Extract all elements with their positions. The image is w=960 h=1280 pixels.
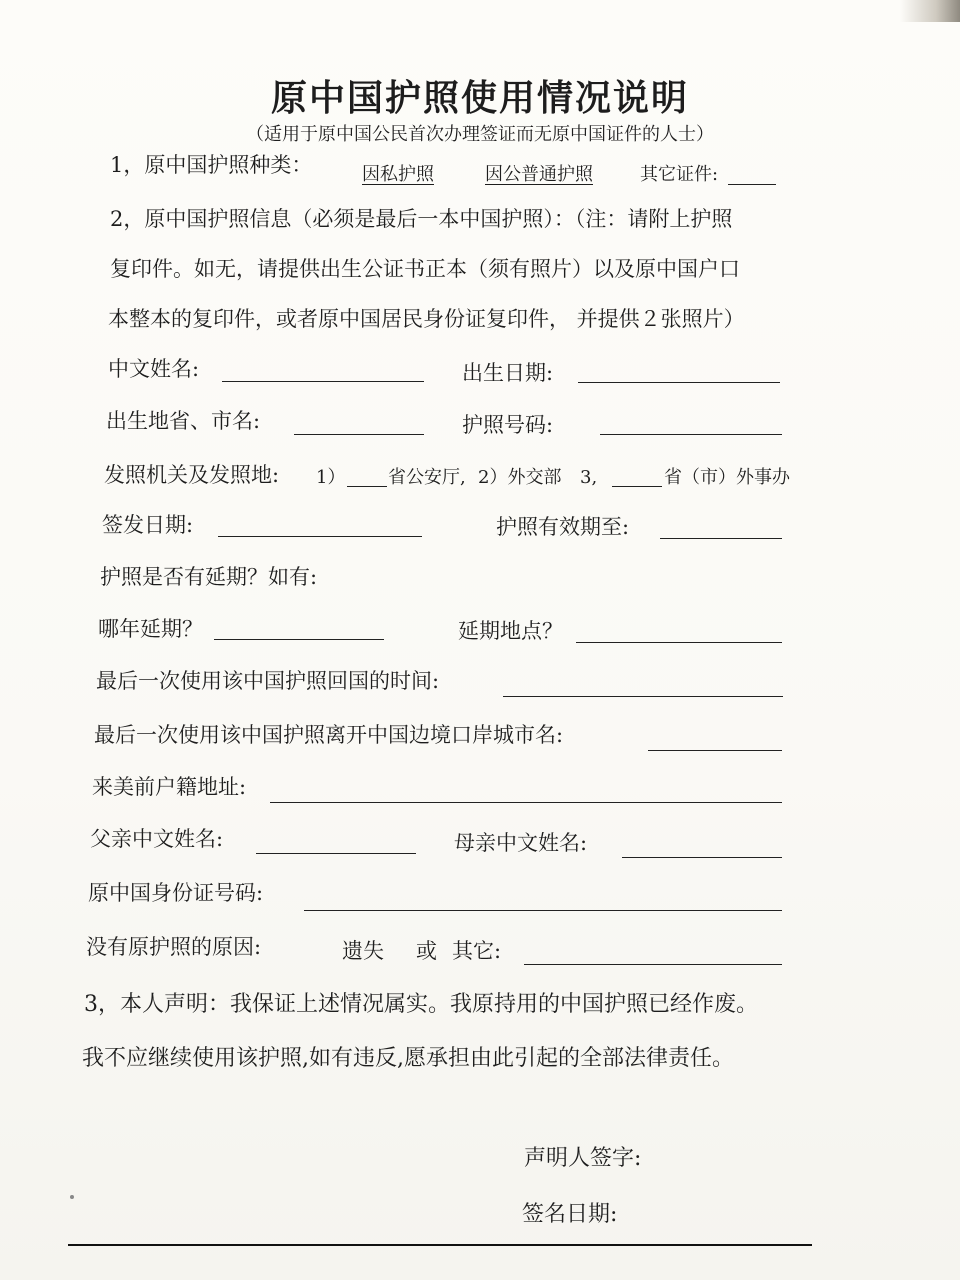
issuing-city-blank[interactable]: [612, 486, 662, 487]
reason-other-label: 其它:: [452, 939, 502, 963]
last-exit-city-blank[interactable]: [648, 750, 782, 751]
signer-label: 声明人签字:: [524, 1146, 642, 1171]
page-subtitle: （适用于原中国公民首次办理签证而无原中国证件的人士）: [246, 124, 714, 145]
chinese-name-blank[interactable]: [222, 381, 424, 382]
bottom-rule: [68, 1244, 812, 1246]
issuing-province-blank[interactable]: [347, 486, 387, 487]
birth-date-blank[interactable]: [578, 382, 780, 383]
extension-question: 护照是否有延期？如有:: [100, 565, 318, 589]
last-return-label: 最后一次使用该中国护照回国的时间:: [96, 669, 440, 693]
father-name-blank[interactable]: [256, 853, 416, 854]
id-number-label: 原中国身份证号码:: [88, 881, 264, 905]
issuing-option2: 2）外交部: [478, 467, 562, 488]
section3-line2: 我不应继续使用该护照,如有违反,愿承担由此引起的全部法律责任。: [82, 1046, 734, 1071]
mother-name-label: 母亲中文姓名:: [454, 831, 588, 855]
passport-number-blank[interactable]: [600, 434, 782, 435]
other-document-label: 其它证件:: [640, 164, 719, 185]
section2-line1: 2，原中国护照信息（必须是最后一本中国护照）：（注：请附上护照: [110, 207, 733, 231]
page-edge-shadow: [900, 0, 960, 22]
section3-line1: 3，本人声明：我保证上述情况属实。我原持用的中国护照已经作废。: [84, 992, 758, 1017]
no-passport-reason-label: 没有原护照的原因:: [86, 935, 262, 959]
signature-date-label: 签名日期:: [522, 1202, 618, 1227]
birth-date-label: 出生日期:: [462, 361, 554, 385]
birth-place-label: 出生地省、市名:: [106, 409, 261, 433]
reason-lost[interactable]: 遗失: [342, 939, 384, 963]
household-address-blank[interactable]: [270, 802, 782, 803]
mother-name-blank[interactable]: [622, 857, 782, 858]
issuing-option3-suffix: 省（市）外事办: [664, 467, 790, 488]
section2-line2: 复印件。如无，请提供出生公证书正本（须有照片）以及原中国户口: [110, 257, 740, 281]
extension-place-blank[interactable]: [576, 642, 782, 643]
issuing-option1-suffix: 省公安厅,: [388, 467, 466, 488]
birth-place-blank[interactable]: [294, 434, 424, 435]
valid-until-label: 护照有效期至:: [496, 515, 630, 539]
issuing-authority-label: 发照机关及发照地:: [104, 463, 280, 487]
page-title: 原中国护照使用情况说明: [270, 77, 689, 119]
chinese-name-label: 中文姓名:: [108, 357, 200, 381]
extension-year-blank[interactable]: [214, 639, 384, 640]
issuing-option1-prefix: 1）: [316, 467, 346, 488]
valid-until-blank[interactable]: [660, 538, 782, 539]
issue-date-blank[interactable]: [218, 536, 422, 537]
section1-label: 1，原中国护照种类：: [110, 153, 313, 177]
reason-or: 或: [416, 939, 437, 963]
option-official-passport[interactable]: 因公普通护照: [485, 164, 593, 185]
option-private-passport[interactable]: 因私护照: [362, 164, 434, 185]
extension-place-label: 延期地点？: [458, 619, 563, 643]
father-name-label: 父亲中文姓名:: [90, 827, 224, 851]
other-document-blank[interactable]: [728, 184, 776, 185]
extension-year-label: 哪年延期？: [98, 617, 203, 641]
household-address-label: 来美前户籍地址:: [92, 775, 247, 799]
issue-date-label: 签发日期:: [102, 513, 194, 537]
section2-line3: 本整本的复印件，或者原中国居民身份证复印件， 并提供２张照片）: [108, 307, 745, 331]
id-number-blank[interactable]: [304, 910, 782, 911]
last-return-blank[interactable]: [503, 696, 783, 697]
issuing-option3-prefix: 3,: [580, 467, 598, 488]
reason-other-blank[interactable]: [524, 964, 782, 965]
last-exit-city-label: 最后一次使用该中国护照离开中国边境口岸城市名:: [94, 723, 564, 747]
passport-number-label: 护照号码:: [462, 413, 554, 437]
paper-speck: [70, 1195, 74, 1199]
